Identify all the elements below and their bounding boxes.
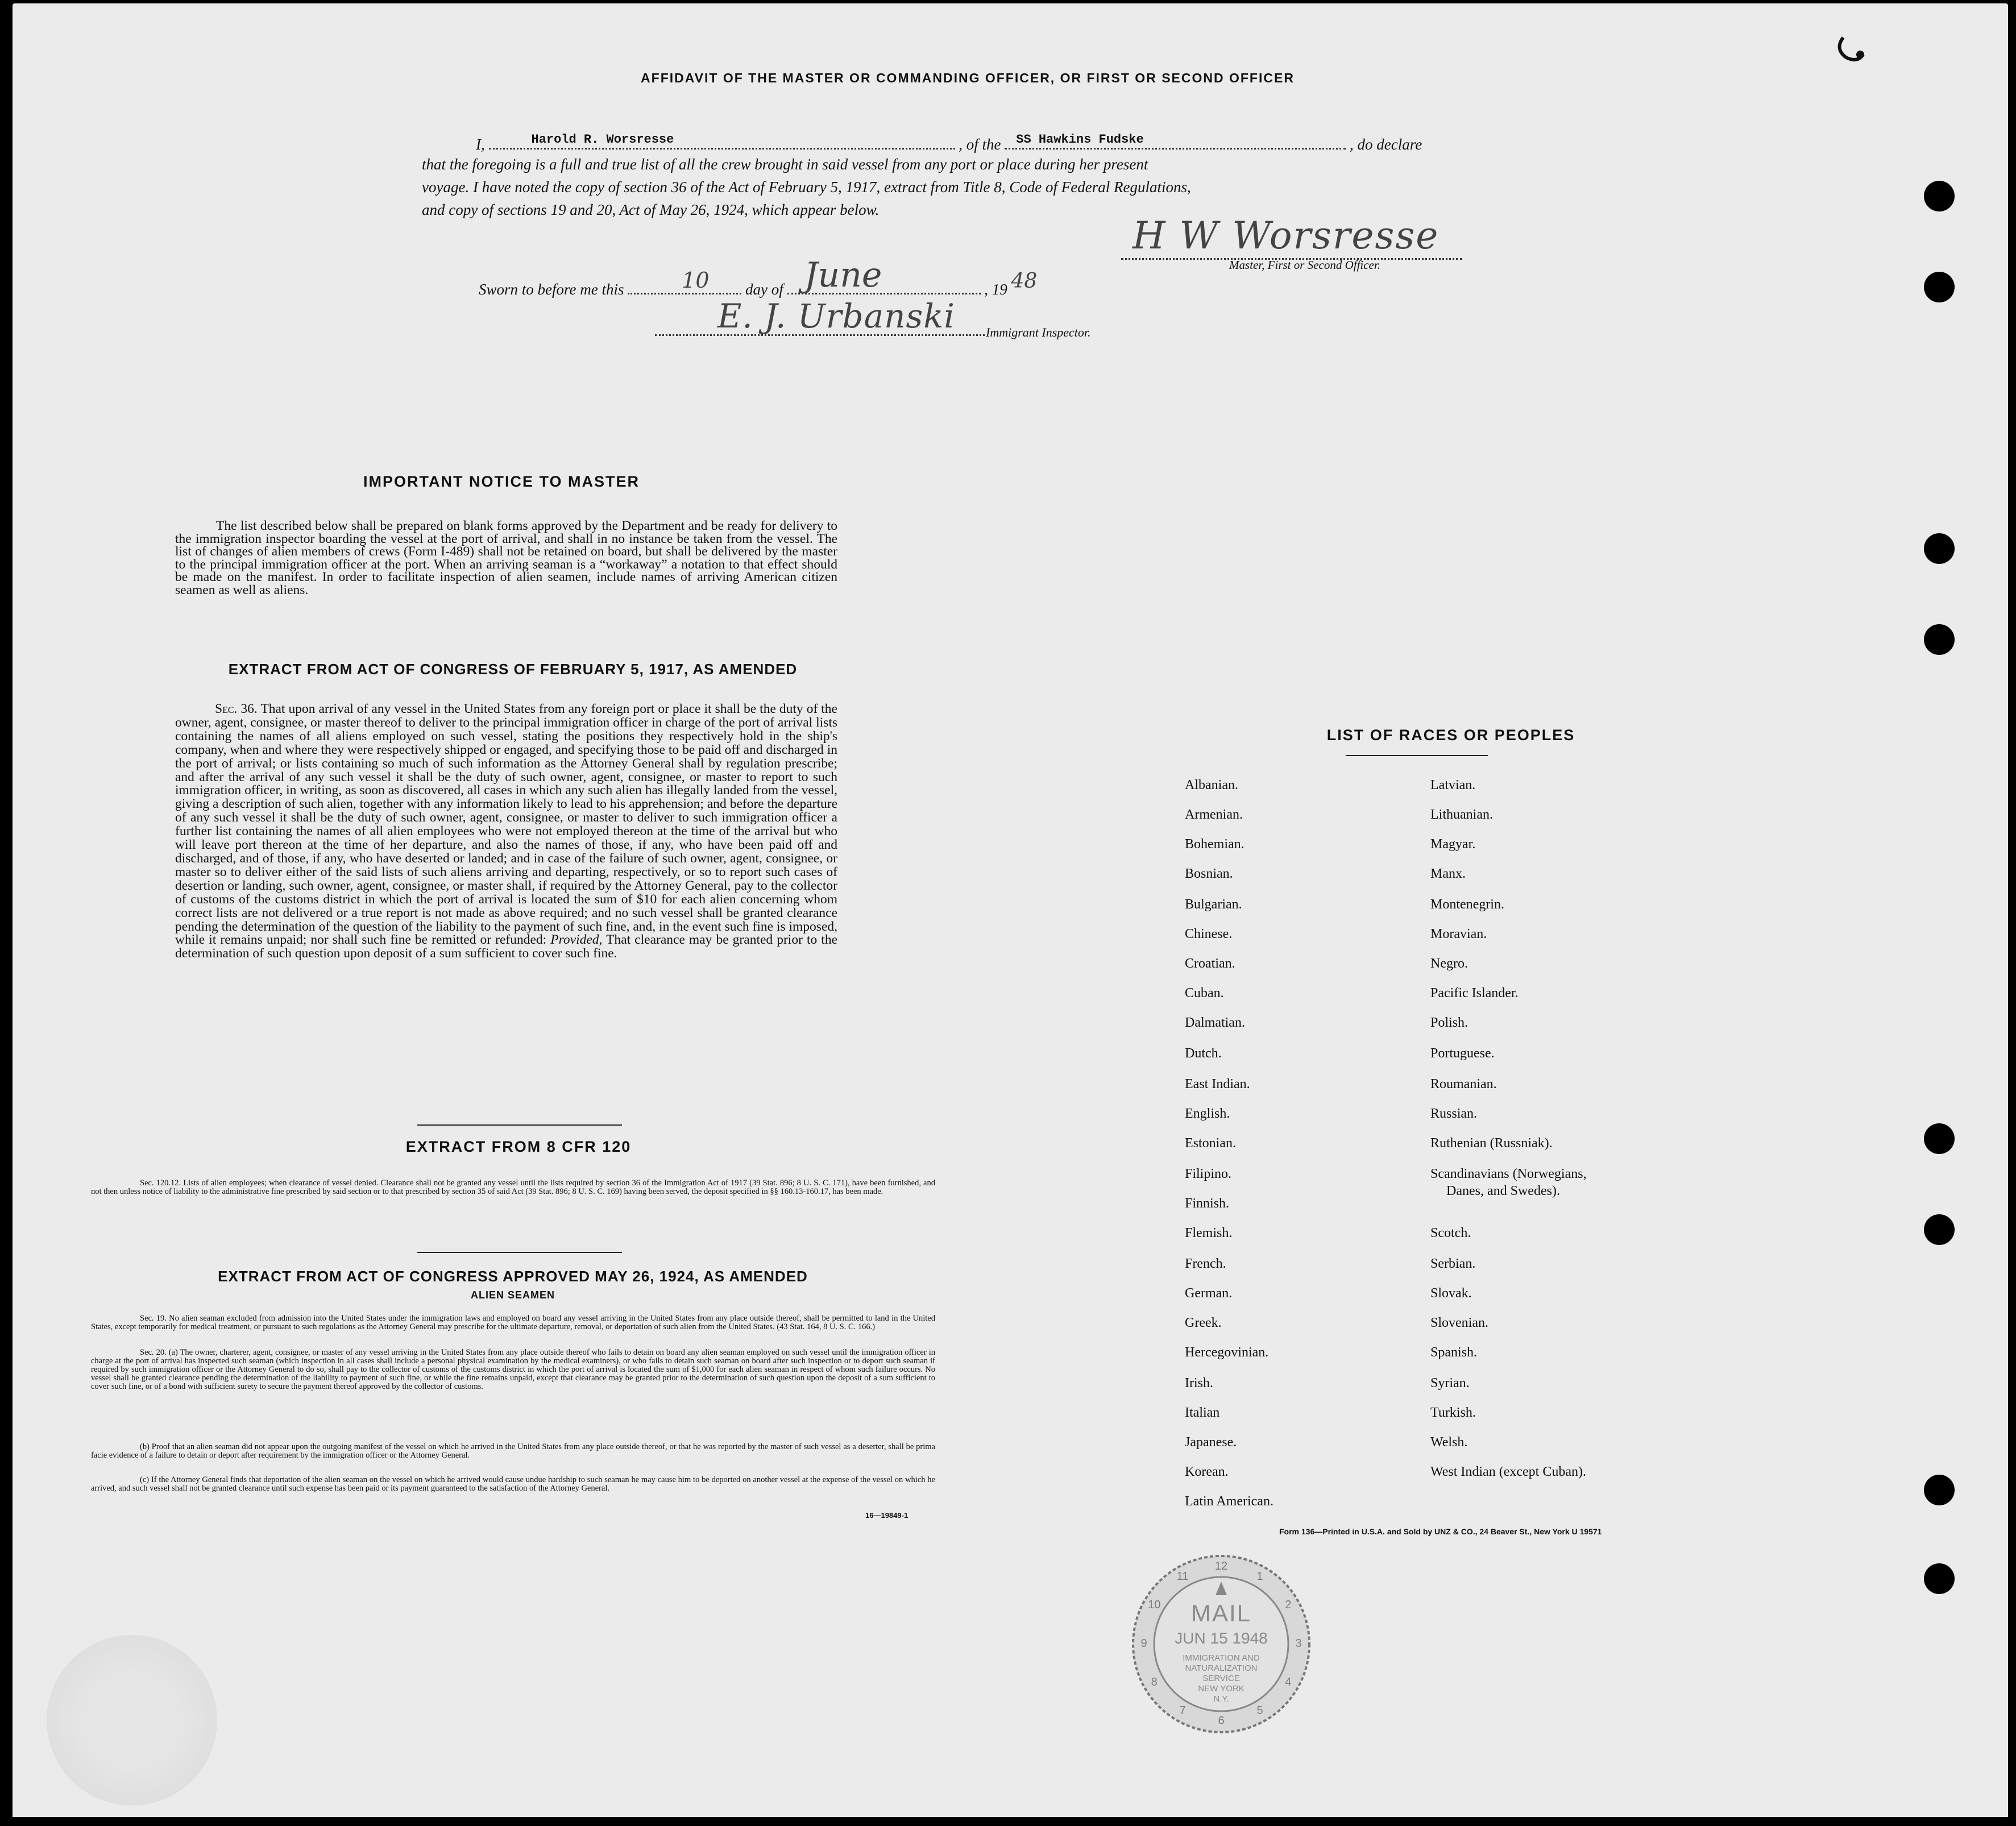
race-item: Italian bbox=[1185, 1405, 1220, 1420]
act1917-sec-text: That upon arrival of any vessel in the United States from any foreign port or place it shall be the duty of the owner, agent, consignee, or master thereof to deliver to the principal immigration officer in charge of the port of arrival lists containing the names of all aliens employed on such vessel, stating the positions they respectively hold in the ship's company, when and where they were respectively shipped or engaged, and specifying those to be paid off and discharged in the port of arrival; or lists containing so much of such information as the Attorney General shall by regulation prescribe; and after the arrival of any such vessel it shall be the duty of such owner, agent, consignee, or master to report to such immigration officer, in writing, as soon as discovered, all cases in which any such alien has illegally landed from the vessel, giving a description of such alien, together with any information likely to lead to his apprehension; and before the departure of any such vessel it shall be the duty of such owner, agent, consignee, or master to deliver to such immigration officer a further list containing the names of all alien employees who were not employed thereon at the time of the arrival but who will leave port thereon at the time of her departure, and also the names of those, if any, who have been paid off and discharged, and of those, if any, who have deserted or landed; and in case of the failure of such owner, agent, consignee, or master so to deliver either of the said lists of such aliens arriving and departing, respectively, or so to report such cases of desertion or landing, such owner, agent, consignee, or master shall, if required by the Attorney General, pay to the collector of customs of the customs district in which the port of arrival is located the sum of $10 for each alien concerning whom correct lists are not delivered or a true report is not made as above required; and no such vessel shall be granted clearance pending the determination of the question of the liability to the payment of such fine, and, in the event such fine is imposed, while it remains unpaid; nor shall such fine be remitted or refunded: bbox=[175, 702, 837, 948]
stamp-clock-number: 8 bbox=[1151, 1676, 1158, 1688]
master-signature: H W Worsresse bbox=[1133, 214, 1440, 258]
race-item: Latvian. bbox=[1430, 778, 1476, 792]
race-item: Russian. bbox=[1430, 1106, 1478, 1121]
race-item: English. bbox=[1185, 1106, 1230, 1121]
race-item: Negro. bbox=[1430, 956, 1468, 971]
form-page bbox=[13, 3, 2008, 1817]
race-item: Estonian. bbox=[1185, 1136, 1236, 1151]
notice-title: IMPORTANT NOTICE TO MASTER bbox=[363, 473, 640, 490]
inspector-signature: E. J. Urbanski bbox=[717, 297, 955, 335]
inspector-signature-line bbox=[655, 334, 985, 336]
race-item: East Indian. bbox=[1185, 1077, 1250, 1092]
stamp-clock-number: 2 bbox=[1285, 1599, 1292, 1611]
vessel-name: SS Hawkins Fudske bbox=[1016, 132, 1144, 147]
form-note: Form 136—Printed in U.S.A. and Sold by UNZ & CO., 24 Beaver St., New York U 19571 bbox=[1279, 1527, 1602, 1536]
race-item: Finnish. bbox=[1185, 1196, 1230, 1211]
binder-hole bbox=[1924, 533, 1955, 564]
race-item: Japanese. bbox=[1185, 1435, 1237, 1450]
race-item: Flemish. bbox=[1185, 1226, 1233, 1240]
affidavit-body-1: that the foregoing is a full and true list of all the crew brought in said vessel from any port or place during her present bbox=[422, 156, 1148, 173]
stamp-clock-number: 4 bbox=[1285, 1676, 1292, 1688]
affidavit-body-3: and copy of sections 19 and 20, Act of May 26, 1924, which appear below. bbox=[422, 201, 880, 218]
race-item: Greek. bbox=[1185, 1315, 1222, 1330]
act1917-sec-end: That clearance may be granted prior to the determination of such question upon deposit of a sum sufficient to cover such fine. bbox=[175, 932, 837, 961]
divider-2 bbox=[417, 1252, 622, 1253]
race-item: Hercegovinian. bbox=[1185, 1345, 1269, 1360]
race-item: Scandinavians (Norwegians, bbox=[1430, 1167, 1587, 1181]
race-item: Syrian. bbox=[1430, 1376, 1470, 1391]
race-item: Moravian. bbox=[1430, 927, 1487, 941]
stamp-clock-number: 7 bbox=[1179, 1704, 1186, 1717]
stamp-mail: MAIL bbox=[1190, 1600, 1252, 1626]
stamp-date: JUN 15 1948 bbox=[1175, 1629, 1268, 1647]
stamp-line2: NATURALIZATION bbox=[1185, 1663, 1258, 1673]
sworn-year: 48 bbox=[1011, 269, 1038, 293]
act1924-sec20c: (c) If the Attorney General finds that deportation of the alien seaman on the vessel on which he arrived would cause undue hardship to such seaman he may cause him to be deported on another vessel at the expense of the vessel on which he arrived, and such vessel shall not be granted clearance until such expense has been paid or its payment guaranteed to the satisfaction of the Attorney General. bbox=[91, 1475, 935, 1493]
i-label: I, bbox=[476, 136, 485, 153]
race-item: Welsh. bbox=[1430, 1435, 1468, 1450]
day-of-label: day of bbox=[745, 281, 783, 298]
stamp-clock-number: 1 bbox=[1256, 1570, 1263, 1583]
race-item: Scotch. bbox=[1430, 1226, 1471, 1240]
do-declare-label: , do declare bbox=[1350, 136, 1422, 153]
act1924-sec19: Sec. 19. No alien seaman excluded from admission into the United States under the immigration laws and employed on board any vessel arriving in the United States from any place outside thereof, shall be permitted to land in the United States, except temporarily for medical treatment, or pursuant to such regulations as the Attorney General may prescribe for the ultimate departure, removal, or deportation of such alien from the United States. (43 Stat. 164, 8 U. S. C. 166.) bbox=[91, 1314, 935, 1331]
inspector-label: Immigrant Inspector. bbox=[986, 325, 1091, 339]
race-item: Albanian. bbox=[1185, 778, 1238, 792]
race-item: Dalmatian. bbox=[1185, 1015, 1245, 1030]
print-code: 16—19849-1 bbox=[865, 1511, 909, 1520]
race-item: Bosnian. bbox=[1185, 866, 1233, 881]
races-title: LIST OF RACES OR PEOPLES bbox=[1326, 727, 1575, 744]
sworn-label: Sworn to before me this bbox=[479, 281, 624, 298]
race-item: Bulgarian. bbox=[1185, 897, 1242, 912]
act1924-subtitle: ALIEN SEAMEN bbox=[470, 1289, 555, 1301]
race-item: Danes, and Swedes). bbox=[1446, 1184, 1560, 1198]
corner-mark bbox=[1832, 32, 1872, 66]
act1924-sec20b: (b) Proof that an alien seaman did not appear upon the outgoing manifest of the vessel on which he arrived in the United States from any place outside thereof, or that he was reported by the master of such vessel as a deserter, shall be prima facie evidence of a failure to detain or deport after requirement by the immigration officer or the Attorney General. bbox=[91, 1442, 935, 1460]
race-item: Croatian. bbox=[1185, 956, 1235, 971]
binder-hole bbox=[1924, 181, 1955, 211]
affidavit-body-2: voyage. I have noted the copy of section 36 of the Act of February 5, 1917, extract from Title 8, Code of Federal Regulations, bbox=[422, 179, 1191, 196]
race-item: Roumanian. bbox=[1430, 1077, 1497, 1092]
race-item: Bohemian. bbox=[1185, 837, 1245, 852]
race-item: Slovak. bbox=[1430, 1286, 1472, 1301]
notice-body: The list described below shall be prepared on blank forms approved by the Department and be ready for delivery to the immigration inspector boarding the vessel at the port of arrival, and shall in no instance be taken from the vessel. The list of changes of alien members of crews (Form I-489) shall not be retained on board, but shall be delivered by the master to the principal immigration officer at the port. When an arriving seaman is a “workaway” a notation to that effect should be made on the manifest. In order to facilitate inspection of alien seamen, include names of arriving American citizen seamen as well as aliens. bbox=[175, 518, 837, 597]
race-item: German. bbox=[1185, 1286, 1233, 1301]
stamp-clock-number: 3 bbox=[1295, 1637, 1302, 1650]
stamp-clock-number: 9 bbox=[1140, 1637, 1147, 1650]
affidavit-title: AFFIDAVIT OF THE MASTER OR COMMANDING OFFICER, OR FIRST OR SECOND OFFICER bbox=[641, 70, 1295, 85]
binder-hole bbox=[1924, 1214, 1955, 1245]
race-item: Polish. bbox=[1430, 1015, 1469, 1030]
race-item: French. bbox=[1185, 1256, 1226, 1271]
race-item: West Indian (except Cuban). bbox=[1430, 1464, 1586, 1479]
cfr-title: EXTRACT FROM 8 CFR 120 bbox=[405, 1138, 632, 1155]
vessel-name-field bbox=[1005, 133, 1346, 150]
sworn-line bbox=[479, 255, 1038, 300]
race-item: Serbian. bbox=[1430, 1256, 1476, 1271]
race-item: Chinese. bbox=[1185, 927, 1233, 941]
binder-hole bbox=[1924, 624, 1955, 655]
mail-stamp bbox=[1130, 1553, 1312, 1735]
sworn-month-field bbox=[787, 255, 981, 295]
act1917-title: EXTRACT FROM ACT OF CONGRESS OF FEBRUARY 5, 1917, AS AMENDED bbox=[228, 661, 798, 678]
embossed-seal bbox=[47, 1635, 217, 1806]
stamp-line3: SERVICE bbox=[1202, 1674, 1240, 1683]
affidavit-declaration bbox=[476, 133, 1516, 153]
year-prefix: , 19 bbox=[984, 281, 1007, 298]
sworn-day-field bbox=[628, 268, 741, 294]
race-item: Lithuanian. bbox=[1430, 807, 1493, 822]
act1917-sec-label: Sec. 36. bbox=[215, 702, 258, 716]
binder-hole bbox=[1924, 1475, 1955, 1505]
race-item: Cuban. bbox=[1185, 986, 1224, 1001]
sworn-month: June bbox=[804, 255, 882, 295]
race-item: Armenian. bbox=[1185, 807, 1243, 822]
race-item: Montenegrin. bbox=[1430, 897, 1504, 912]
binder-hole bbox=[1924, 272, 1955, 302]
race-item: Portuguese. bbox=[1430, 1046, 1495, 1061]
stamp-clock-number: 10 bbox=[1148, 1599, 1161, 1611]
act1924-title: EXTRACT FROM ACT OF CONGRESS APPROVED MAY 26, 1924, AS AMENDED bbox=[218, 1268, 808, 1285]
act1917-body bbox=[175, 703, 837, 961]
race-item: Turkish. bbox=[1430, 1405, 1476, 1420]
race-item: Filipino. bbox=[1185, 1167, 1232, 1181]
divider-1 bbox=[417, 1124, 622, 1126]
race-item: Slovenian. bbox=[1430, 1315, 1488, 1330]
race-item: Manx. bbox=[1430, 866, 1466, 881]
stamp-clock-number: 12 bbox=[1214, 1560, 1228, 1572]
act1924-sec20a: Sec. 20. (a) The owner, charterer, agent, consignee, or master of any vessel arriving in the United States from any place outside thereof who fails to detain on board any alien seaman employed on such vessel until the immigration officer in charge at the port of arrival has inspected such seaman (which inspection in all cases shall include a personal physical examination by the medical examiners), or who fails to detain such seaman on board after such inspection or to deport such seaman if required by such immigration officer or the Attorney General to do so, shall pay to the collector of customs of the customs district in which the port of arrival is located the sum of $1,000 for each alien seaman in respect of whom such failure occurs. No vessel shall be granted clearance pending the determination of the liability to payment of such fine, or while the fine remains unpaid, except that clearance may be granted prior to the determination of such question upon the deposit of a sum sufficient to cover such fine, or of a bond with sufficient surety to secure the payment thereof approved by the collector of customs. bbox=[91, 1348, 935, 1391]
race-item: Latin American. bbox=[1185, 1494, 1274, 1509]
master-name: Harold R. Worsresse bbox=[531, 132, 674, 147]
of-the-label: , of the bbox=[959, 136, 1001, 153]
race-item: Korean. bbox=[1185, 1464, 1229, 1479]
binder-hole bbox=[1924, 1563, 1955, 1594]
binder-hole bbox=[1924, 1123, 1955, 1154]
stamp-clock-number: 5 bbox=[1256, 1704, 1263, 1717]
master-label: Master, First or Second Officer. bbox=[1229, 258, 1380, 272]
race-item: Irish. bbox=[1185, 1376, 1213, 1391]
stamp-clock-number: 11 bbox=[1176, 1570, 1189, 1583]
stamp-line5: N.Y. bbox=[1213, 1694, 1229, 1704]
stamp-line1: IMMIGRATION AND bbox=[1183, 1653, 1260, 1663]
race-item: Dutch. bbox=[1185, 1046, 1222, 1061]
master-name-field bbox=[489, 133, 955, 150]
races-divider bbox=[1346, 755, 1488, 756]
race-item: Spanish. bbox=[1430, 1345, 1478, 1360]
race-item: Ruthenian (Russniak). bbox=[1430, 1136, 1553, 1151]
race-item: Magyar. bbox=[1430, 837, 1476, 852]
cfr-body: Sec. 120.12. Lists of alien employees; when clearance of vessel denied. Clearance shall not be granted any vessel until the lists required by section 36 of the Immigration Act of 1917 (39 Stat. 896; 8 U. S. C. 171), have been furnished, and not then unless notice of liability to the administrative fine prescribed by said section or to that prescribed by section 35 of said Act (39 Stat. 896; 8 U. S. C. 169) having been served, the deposit specified in §§ 160.13-160.17, has been made. bbox=[91, 1178, 935, 1196]
act1917-provided: Provided, bbox=[550, 932, 603, 948]
stamp-line4: NEW YORK bbox=[1198, 1684, 1245, 1694]
sworn-day: 10 bbox=[682, 268, 710, 293]
race-item: Pacific Islander. bbox=[1430, 986, 1519, 1001]
stamp-clock-number: 6 bbox=[1218, 1715, 1225, 1727]
